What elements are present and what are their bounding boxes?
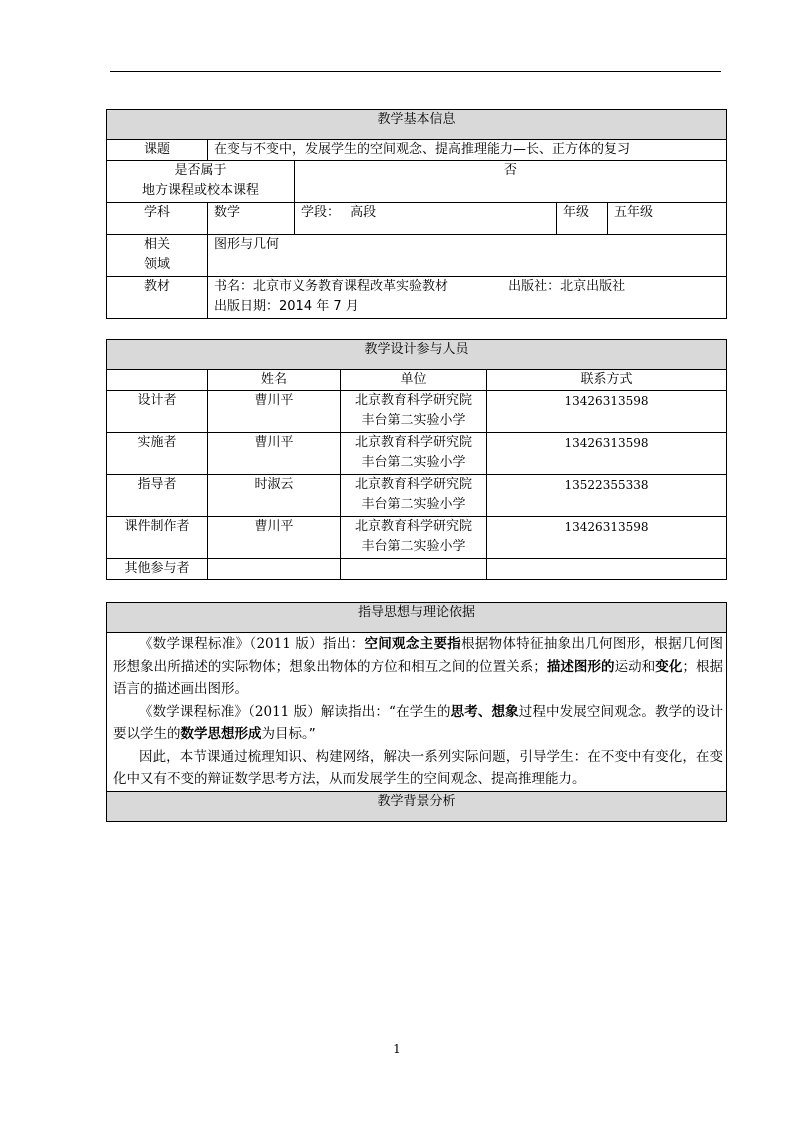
theory-table (106, 602, 727, 822)
page-number: 1 (393, 1042, 401, 1056)
participant-phone: 13426313598 (487, 433, 727, 475)
participant-unit (341, 475, 487, 517)
participant-unit (341, 517, 487, 559)
others-unit (341, 559, 487, 580)
participant-name: 时淑云 (208, 475, 341, 517)
publish-date: 出版日期：2014 年 7 月 (214, 299, 359, 314)
field-value: 图形与几何 (208, 235, 727, 277)
local-course-value: 否 (295, 161, 727, 203)
table-row (107, 433, 727, 475)
participant-role: 课件制作者 (107, 517, 208, 559)
participant-role: 指导者 (107, 475, 208, 517)
participant-name: 曹川平 (208, 517, 341, 559)
theory-body (107, 633, 727, 792)
others-phone (487, 559, 727, 580)
participant-unit-line2: 丰台第二实验小学 (361, 413, 466, 428)
theory-header: 指导思想与理论依据 (107, 603, 727, 633)
others-name (208, 559, 341, 580)
textbook-label: 教材 (107, 277, 208, 319)
participant-phone: 13522355338 (487, 475, 727, 517)
table-row (107, 517, 727, 559)
participants-corner (107, 370, 208, 391)
topic-label: 课题 (107, 140, 208, 161)
subject-value: 数学 (208, 203, 295, 235)
col-contact-header: 联系方式 (487, 370, 727, 391)
table-row (107, 391, 727, 433)
textbook-value (208, 277, 727, 319)
col-name-header: 姓名 (208, 370, 341, 391)
header-rule (110, 71, 721, 72)
participant-name: 曹川平 (208, 433, 341, 475)
local-course-label-line2: 地方课程或校本课程 (141, 183, 259, 198)
local-course-label-line1: 是否属于 (174, 163, 227, 178)
participants-table (106, 339, 727, 580)
participants-header: 教学设计参与人员 (107, 340, 727, 370)
theory-paragraph-2: 《数学课程标准》（2011 版）解读指出：“在学生的思考、想象过程中发展空间观念。教学的设计要以学生的数学思想形成为目标。” (113, 703, 724, 742)
grade-label: 年级 (557, 203, 608, 235)
participant-name: 曹川平 (208, 391, 341, 433)
participant-unit-line2: 丰台第二实验小学 (361, 455, 466, 470)
grade-value: 五年级 (608, 203, 727, 235)
col-unit-header: 单位 (341, 370, 487, 391)
field-label-line1: 相关 (143, 237, 170, 252)
participant-unit-line2: 丰台第二实验小学 (361, 539, 466, 554)
publisher: 出版社：北京出版社 (508, 279, 626, 294)
basic-info-table (106, 109, 727, 319)
subject-label: 学科 (107, 203, 208, 235)
participant-role: 实施者 (107, 433, 208, 475)
theory-paragraph-3: 因此，本节课通过梳理知识、构建网络，解决一系列实际问题，引导学生：在不变中有变化，在变化中又有不变的辩证数学思考方法，从而发展学生的空间观念、提高推理能力。 (113, 748, 723, 787)
theory-paragraph-1: 《数学课程标准》（2011 版）指出：空间观念主要指根据物体特征抽象出几何图形，根据几何图形想象出所描述的实际物体；想象出物体的方位和相互之间的位置关系；描述图形的运动和变化；根据语言的描述画出图形。 (113, 636, 724, 697)
background-header: 教学背景分析 (107, 791, 727, 821)
participant-role: 设计者 (107, 391, 208, 433)
table-row (107, 475, 727, 517)
participant-unit-line1: 北京教育科学研究院 (354, 477, 472, 492)
stage-value: 高段 (350, 205, 377, 220)
local-course-label (107, 161, 295, 203)
field-label (107, 235, 208, 277)
participant-unit-line1: 北京教育科学研究院 (354, 435, 472, 450)
basic-info-header: 教学基本信息 (107, 110, 727, 140)
participant-unit (341, 433, 487, 475)
participant-phone: 13426313598 (487, 517, 727, 559)
book-name: 书名：北京市义务教育课程改革实验教材 (214, 279, 449, 294)
participant-unit (341, 391, 487, 433)
participant-unit-line1: 北京教育科学研究院 (354, 519, 472, 534)
participant-unit-line2: 丰台第二实验小学 (361, 497, 466, 512)
others-label: 其他参与者 (107, 559, 208, 580)
topic-value: 在变与不变中，发展学生的空间观念、提高推理能力—长、正方体的复习 (208, 140, 727, 161)
stage-label: 学段： (301, 205, 341, 220)
table-row (107, 559, 727, 580)
participant-unit-line1: 北京教育科学研究院 (354, 393, 472, 408)
participant-phone: 13426313598 (487, 391, 727, 433)
stage-cell (295, 203, 557, 235)
field-label-line2: 领域 (143, 257, 170, 272)
